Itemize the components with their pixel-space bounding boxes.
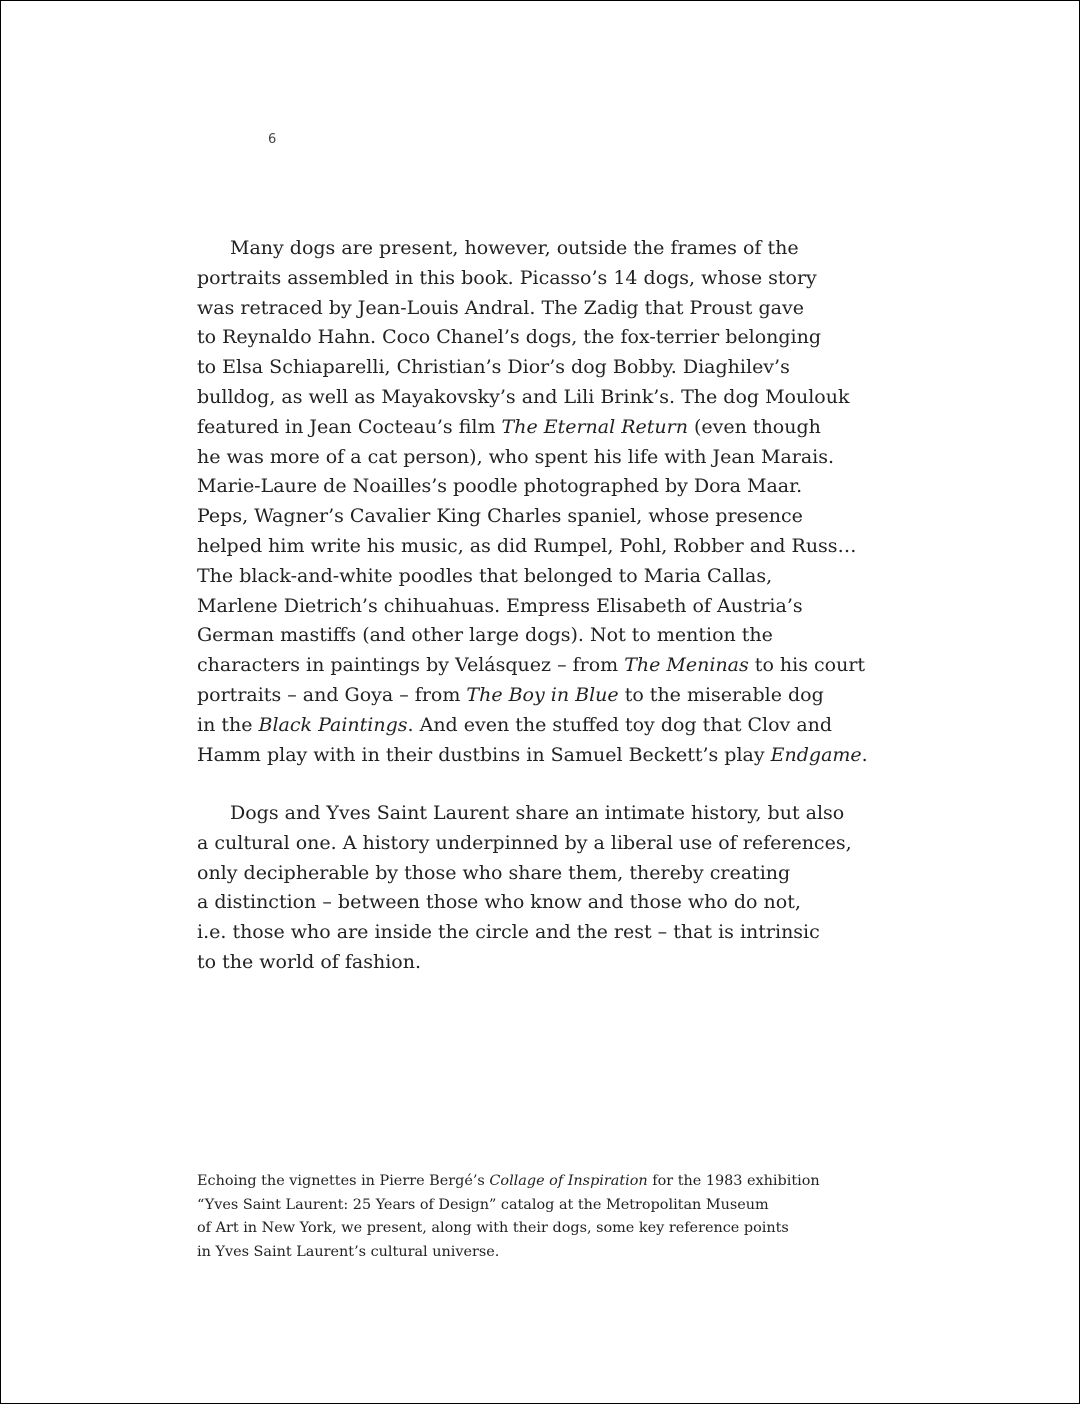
body-line bbox=[197, 413, 857, 443]
text-run: German mastiffs (and other large dogs). Not to mention the bbox=[197, 624, 773, 647]
caption-line bbox=[197, 1170, 820, 1194]
body-line bbox=[197, 918, 857, 948]
page-number: 6 bbox=[268, 132, 277, 147]
italic-title: Collage of Inspiration bbox=[489, 1173, 648, 1189]
text-run: in Yves Saint Laurent’s cultural universe. bbox=[197, 1243, 500, 1260]
body-line bbox=[197, 294, 857, 324]
text-run: to Elsa Schiaparelli, Christian’s Dior’s dog Bobby. Diaghilev’s bbox=[197, 356, 790, 379]
body-line bbox=[197, 502, 857, 532]
body-line bbox=[197, 888, 857, 918]
text-run: a distinction – between those who know and those who do not, bbox=[197, 891, 801, 914]
text-run: to Reynaldo Hahn. Coco Chanel’s dogs, the fox-terrier belonging bbox=[197, 326, 822, 349]
text-run: Echoing the vignettes in Pierre Bergé’s bbox=[197, 1173, 490, 1189]
caption-line bbox=[197, 1194, 817, 1218]
italic-title: Endgame bbox=[770, 743, 862, 766]
text-run: was retraced by Jean-Louis Andral. The Zadig that Proust gave bbox=[197, 296, 804, 319]
text-run: “Yves Saint Laurent: 25 Years of Design” catalog at the Metropolitan Museum bbox=[197, 1196, 769, 1213]
text-run: to the miserable dog bbox=[618, 683, 824, 706]
text-run: to his court bbox=[748, 654, 866, 677]
caption-text bbox=[197, 1170, 820, 1264]
caption-line bbox=[197, 1217, 817, 1241]
text-run: Marie-Laure de Noailles’s poodle photographed by Dora Maar. bbox=[197, 475, 803, 498]
body-line bbox=[197, 472, 857, 502]
body-line bbox=[197, 234, 857, 264]
text-run: bulldog, as well as Mayakovsky’s and Lili Brink’s. The dog Moulouk bbox=[197, 385, 850, 408]
body-line bbox=[197, 948, 857, 978]
body-paragraph-2 bbox=[197, 799, 857, 978]
text-run: . bbox=[861, 743, 868, 766]
text-run: featured in Jean Cocteau’s film bbox=[197, 415, 502, 438]
text-run: Hamm play with in their dustbins in Samuel Beckett’s play bbox=[197, 743, 771, 766]
body-line bbox=[197, 681, 857, 711]
text-run: portraits assembled in this book. Picasso’s 14 dogs, whose story bbox=[197, 266, 817, 289]
body-line bbox=[197, 443, 857, 473]
text-run: helped him write his music, as did Rumpel, Pohl, Robber and Russ… bbox=[197, 534, 857, 557]
body-line bbox=[197, 323, 857, 353]
text-run: a cultural one. A history underpinned by a liberal use of references, bbox=[197, 831, 852, 854]
italic-title: The Meninas bbox=[624, 654, 749, 677]
text-run: Dogs and Yves Saint Laurent share an intimate history, but also bbox=[230, 802, 845, 824]
body-line bbox=[197, 799, 857, 829]
text-run: in the bbox=[197, 713, 259, 736]
body-line bbox=[197, 741, 868, 771]
body-line bbox=[197, 829, 857, 859]
text-run: to the world of fashion. bbox=[197, 950, 421, 973]
body-line bbox=[197, 651, 866, 681]
italic-title: The Eternal Return bbox=[501, 415, 688, 438]
body-line bbox=[197, 383, 857, 413]
text-run: Peps, Wagner’s Cavalier King Charles spaniel, whose presence bbox=[197, 505, 803, 528]
text-run: . And even the stuffed toy dog that Clov and bbox=[407, 713, 833, 736]
text-run: only decipherable by those who share them, thereby creating bbox=[197, 861, 791, 884]
text-run: Many dogs are present, however, outside the frames of the bbox=[230, 237, 799, 259]
text-run: of Art in New York, we present, along with their dogs, some key reference points bbox=[197, 1220, 789, 1237]
body-line bbox=[197, 264, 857, 294]
text-run: portraits – and Goya – from bbox=[197, 683, 467, 706]
text-run: for the 1983 exhibition bbox=[647, 1173, 820, 1189]
text-run: characters in paintings by Velásquez – from bbox=[197, 654, 625, 677]
body-line bbox=[197, 621, 857, 651]
body-line bbox=[197, 532, 857, 562]
body-line bbox=[197, 711, 857, 741]
text-run: (even though bbox=[687, 415, 821, 438]
body-paragraph-1 bbox=[197, 234, 868, 770]
text-run: he was more of a cat person), who spent his life with Jean Marais. bbox=[197, 445, 835, 468]
body-line bbox=[197, 353, 857, 383]
body-line bbox=[197, 859, 857, 889]
italic-title: The Boy in Blue bbox=[466, 683, 619, 706]
caption-line bbox=[197, 1241, 817, 1265]
italic-title: Black Paintings bbox=[258, 713, 408, 736]
text-run: The black-and-white poodles that belonged to Maria Callas, bbox=[197, 564, 773, 587]
body-line bbox=[197, 592, 857, 622]
body-line bbox=[197, 562, 857, 592]
text-run: Marlene Dietrich’s chihuahuas. Empress Elisabeth of Austria’s bbox=[197, 594, 803, 617]
text-run: i.e. those who are inside the circle and the rest – that is intrinsic bbox=[197, 921, 820, 944]
